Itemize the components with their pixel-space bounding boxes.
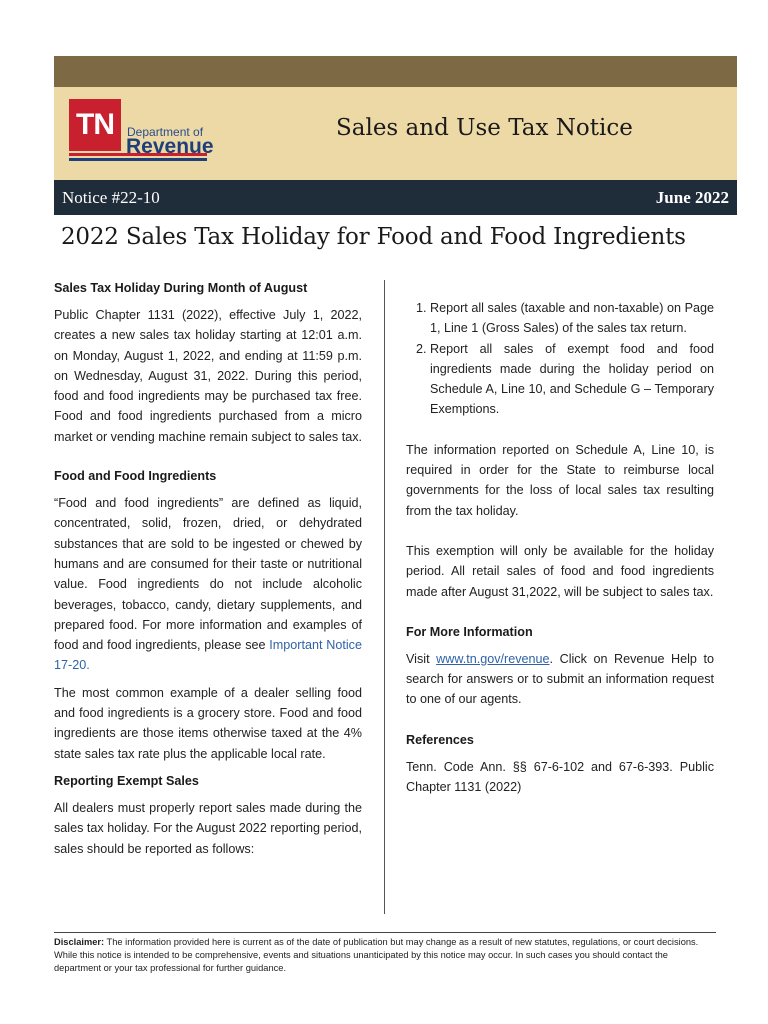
reporting-steps-list xyxy=(384,298,714,420)
section-heading-more-info: For More Information xyxy=(406,624,533,639)
footer-divider xyxy=(54,932,716,933)
more-info-text: . Click on Revenue Help to search for answers or to submit an information request to one of our agents. xyxy=(406,651,714,707)
paragraph-reporting: All dealers must properly report sales made during the sales tax holiday. For the August 2022 reporting period, sales should be reported as follows: xyxy=(54,800,362,856)
section-heading-reporting: Reporting Exempt Sales xyxy=(54,773,199,788)
header-title: Sales and Use Tax Notice xyxy=(336,115,633,141)
left-column xyxy=(54,278,362,859)
disclaimer-text: The information provided here is current as of the date of publication but may change as a result of new statutes, regulations, or court decisions. While this notice is intended to be comprehensive, events and situations unanticipated by this notice may occur. In such cases you should contact the department or your tax professional for further guidance. xyxy=(54,937,699,974)
document-title: 2022 Sales Tax Holiday for Food and Food Ingredients xyxy=(61,224,686,250)
notice-number: Notice #22-10 xyxy=(62,188,160,207)
food-definition-text: “Food and food ingredients” are defined as liquid, concentrated, solid, frozen, dried, or dehydrated substances that are sold to be ingested or chewed by humans and are consumed for their taste or nutritional value. Food ingredients do not include alcoholic beverages, tobacco, candy, dietary supplements, and prepared food. For more information and examples of food and food ingredients, please see xyxy=(54,496,362,653)
more-info-prefix: Visit xyxy=(406,651,437,666)
disclaimer xyxy=(54,936,716,976)
section-heading-food: Food and Food Ingredients xyxy=(54,469,217,484)
revenue-website-link[interactable]: www.tn.gov/revenue xyxy=(436,651,550,666)
right-column xyxy=(406,298,714,797)
paragraph-schedule-a: The information reported on Schedule A, Line 10, is required in order for the State to reimburse local governments for the loss of local sales tax resulting from the tax holiday. xyxy=(406,442,714,518)
logo-revenue-text: Revenue xyxy=(126,135,214,158)
list-item: 2. Report all sales of exempt food and food ingredients made during the holiday period on Schedule A, Line 10, and Schedule G – Temporary Exemptions. xyxy=(430,339,714,420)
section-heading-references: References xyxy=(406,732,474,747)
top-color-bar xyxy=(54,56,737,87)
paragraph-holiday: Public Chapter 1131 (2022), effective July 1, 2022, creates a new sales tax holiday starting at 12:01 a.m. on Monday, August 1, 2022, and ending at 11:59 p.m. on Wednesday, August 31, 2022. During this period, food and food ingredients may be purchased tax free. Food and food ingredients purchased from a micro market or vending machine remain subject to sales tax. xyxy=(54,308,362,444)
list-item: 1. Report all sales (taxable and non-taxable) on Page 1, Line 1 (Gross Sales) of the sales tax return. xyxy=(430,298,714,339)
important-notice-link[interactable]: Important Notice 17-20. xyxy=(54,638,362,673)
section-heading-holiday: Sales Tax Holiday During Month of August xyxy=(54,281,308,295)
paragraph-more-info xyxy=(406,649,714,710)
paragraph-food-definition xyxy=(54,493,362,676)
paragraph-grocery: The most common example of a dealer selling food and food ingredients is a grocery store. Food and food ingredients are those items otherwise taxed at the 4% state sales tax rate plus the applicable local rate. xyxy=(54,685,362,761)
notice-date: June 2022 xyxy=(655,188,729,207)
disclaimer-label: Disclaimer: xyxy=(54,937,105,947)
logo-department-text: Department of xyxy=(127,125,204,139)
logo-tn-mark: TN xyxy=(69,99,121,151)
tn-revenue-logo xyxy=(69,99,229,163)
paragraph-exemption-period: This exemption will only be available for the holiday period. All retail sales of food and food ingredients made after August 31,2022, will be subject to sales tax. xyxy=(406,543,714,599)
notice-bar xyxy=(54,180,737,215)
header-band xyxy=(54,87,737,180)
paragraph-references: Tenn. Code Ann. §§ 67-6-102 and 67-6-393. Public Chapter 1131 (2022) xyxy=(406,759,714,795)
